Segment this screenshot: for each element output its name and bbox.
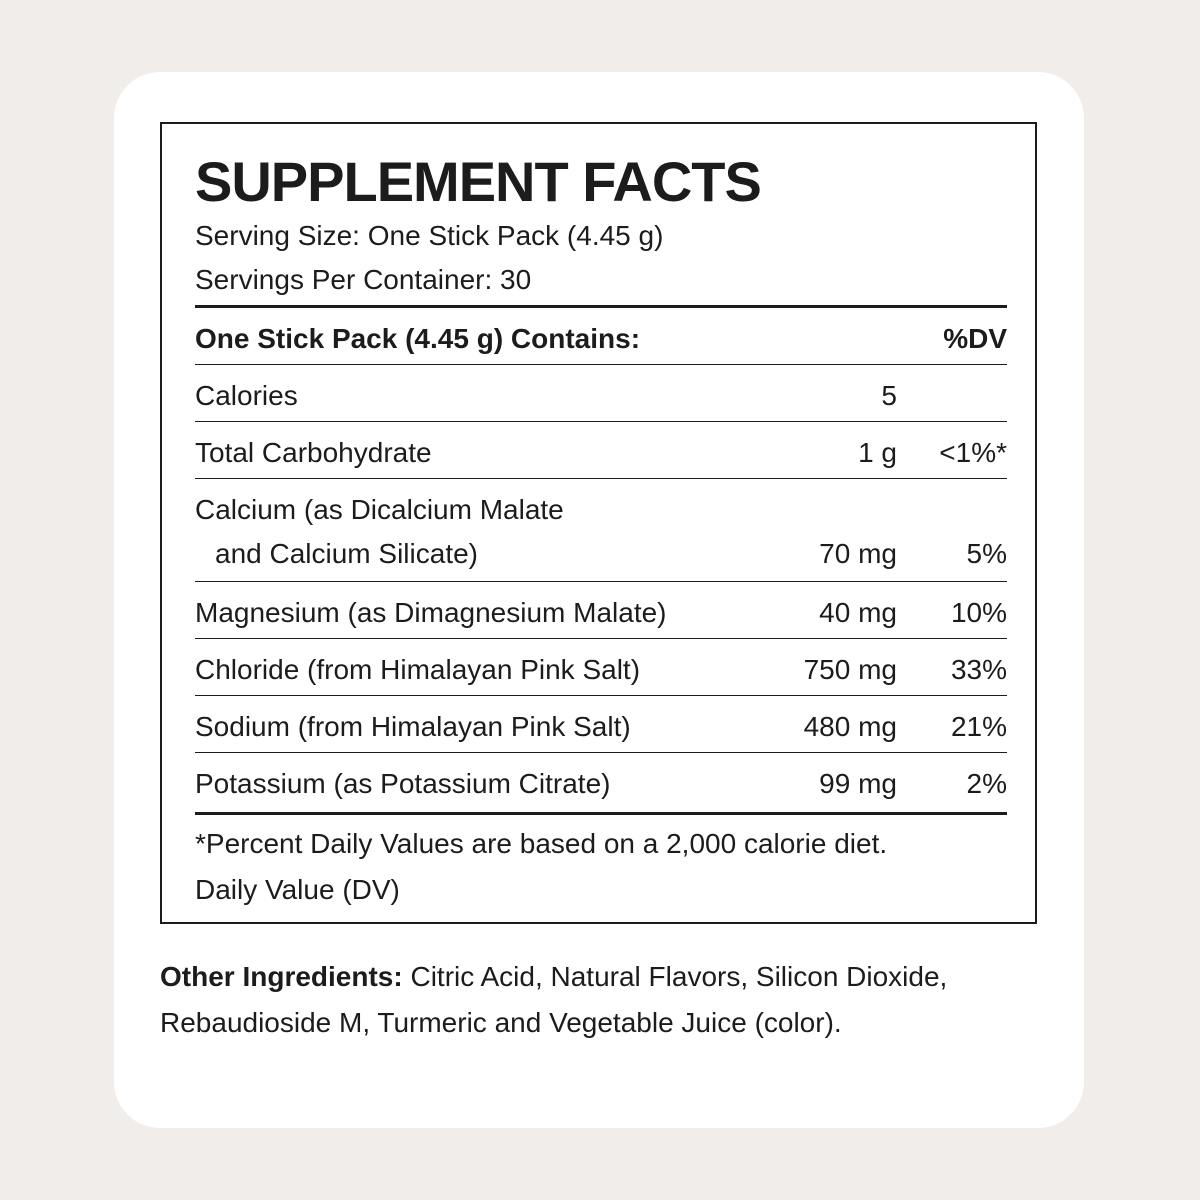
footnote-line-1: *Percent Daily Values are based on a 2,000 calorie diet.: [195, 828, 888, 859]
nutrient-dv: 33%: [950, 654, 1007, 685]
nutrient-name: Potassium (as Potassium Citrate): [195, 768, 611, 799]
label-card: [114, 72, 1084, 1128]
table-row-calories: [195, 365, 1007, 421]
nutrient-dv: <1%*: [939, 437, 1007, 468]
nutrient-name: Magnesium (as Dimagnesium Malate): [195, 597, 667, 628]
header-contains-label: One Stick Pack (4.45 g) Contains:: [195, 323, 641, 354]
daily-value-footnote: [195, 821, 1007, 913]
nutrient-amount: 70 mg: [819, 538, 897, 569]
nutrient-name: Chloride (from Himalayan Pink Salt): [195, 654, 641, 685]
other-ingredients-text: Citric Acid, Natural Flavors, Silicon Dioxide, Rebaudioside M, Turmeric and Vegetable Juice (color).: [160, 961, 948, 1038]
nutrient-amount: 40 mg: [819, 597, 897, 628]
footnote-line-2: Daily Value (DV): [195, 874, 400, 905]
table-header-row: [195, 308, 1007, 364]
supplement-facts-title: SUPPLEMENT FACTS: [195, 150, 761, 213]
nutrient-name: Total Carbohydrate: [195, 437, 432, 468]
servings-per-container: Servings Per Container: 30: [195, 264, 532, 295]
nutrient-name: Calories: [195, 380, 298, 411]
nutrient-name: Sodium (from Himalayan Pink Salt): [195, 711, 631, 742]
nutrient-dv: 5%: [966, 538, 1007, 569]
nutrient-dv: 10%: [950, 597, 1007, 628]
table-row-magnesium: [195, 582, 1007, 638]
supplement-facts-content: [195, 150, 1007, 913]
table-row-chloride: [195, 639, 1007, 695]
other-ingredients: [160, 954, 1020, 1046]
nutrient-dv: 21%: [950, 711, 1007, 742]
nutrient-amount: 5: [881, 380, 897, 411]
nutrient-amount: 99 mg: [819, 768, 897, 799]
table-row-calcium: [195, 479, 1007, 581]
table-row-sodium: [195, 696, 1007, 752]
nutrient-dv: 2%: [966, 768, 1007, 799]
other-ingredients-label: Other Ingredients:: [160, 961, 403, 992]
header-dv-label: %DV: [943, 323, 1007, 354]
footer-divider: [195, 812, 1007, 815]
table-row-potassium: [195, 753, 1007, 809]
serving-size: Serving Size: One Stick Pack (4.45 g): [195, 220, 664, 251]
nutrient-amount: 1 g: [858, 437, 897, 468]
nutrient-amount: 480 mg: [803, 711, 897, 742]
table-row-total-carbohydrate: [195, 422, 1007, 478]
supplement-facts-panel: [160, 122, 1037, 924]
nutrient-amount: 750 mg: [803, 654, 897, 685]
nutrient-name-line2: and Calcium Silicate): [215, 538, 478, 569]
nutrient-name: Calcium (as Dicalcium Malate: [195, 494, 564, 525]
